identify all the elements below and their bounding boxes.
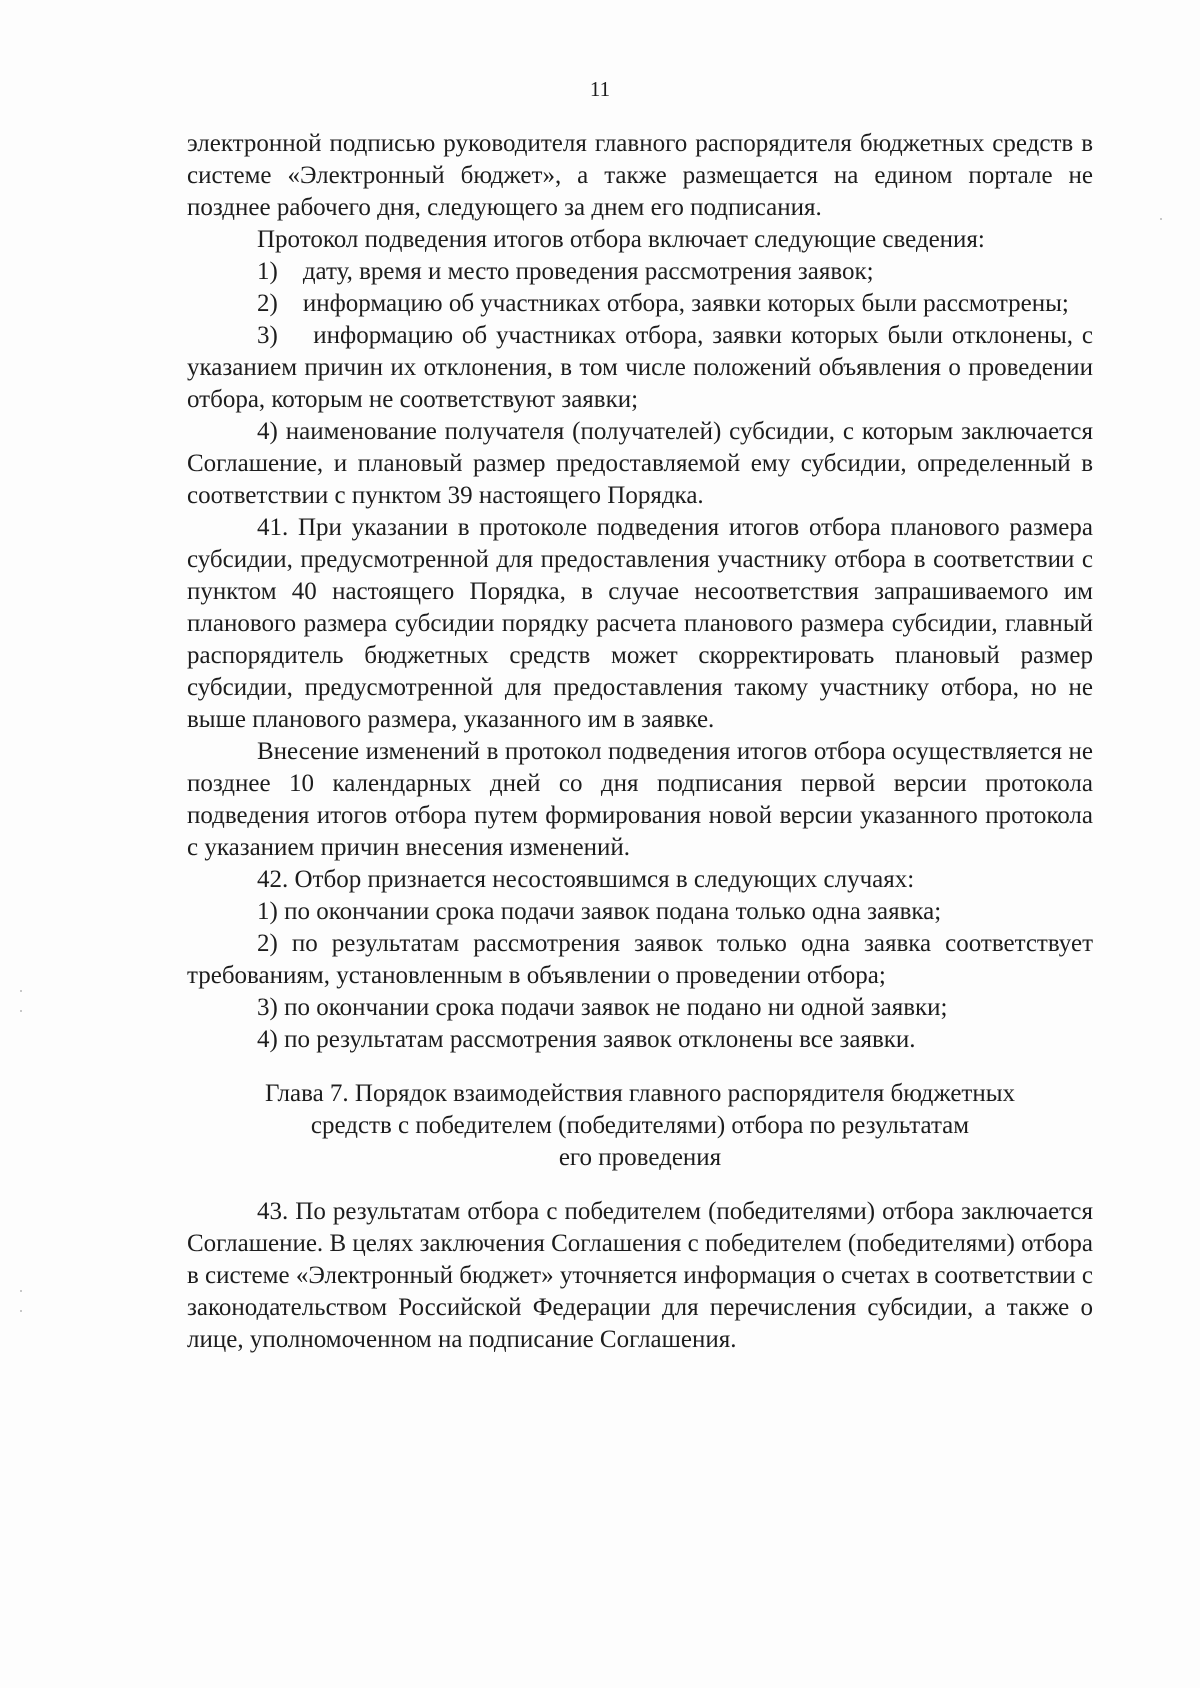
chapter-heading-line-1: Глава 7. Порядок взаимодействия главного распорядителя бюджетных [264, 1080, 1016, 1107]
paragraph-continuation: электронной подписью руководителя главного распорядителя бюджетных средств в системе «Электронный бюджет», а также размещается на едином портале не позднее рабочего дня, следующего за днем его подписания. [187, 130, 1093, 221]
paragraph-41: 41. При указании в протоколе подведения итогов отбора планового размера субсидии, предусмотренной для предоставления участнику отбора в соответствии с пунктом 40 настоящего Порядка, в случае несоответствия запрашиваемого им планового размера субсидии порядку расчета планового размера субсидии, главный распорядитель бюджетных средств может скорректировать плановый размер субсидии, предусмотренной для предоставления такому участнику отбора, но не выше планового размера, указанного им в заявке. [187, 514, 1093, 733]
chapter-heading-line-3: его проведения [558, 1144, 722, 1171]
list-item-2: 2) информацию об участниках отбора, заявки которых были рассмотрены; [257, 290, 1069, 317]
case-item-4: 4) по результатам рассмотрения заявок отклонены все заявки. [257, 1026, 916, 1053]
paragraph-amendments: Внесение изменений в протокол подведения итогов отбора осуществляется не позднее 10 календарных дней со дня подписания первой версии протокола подведения итогов отбора путем формирования новой версии указанного протокола с указанием причин внесения изменений. [187, 738, 1093, 861]
case-item-1: 1) по окончании срока подачи заявок подана только одна заявка; [257, 898, 942, 925]
scan-mark [20, 1310, 22, 1312]
scan-mark [20, 1010, 22, 1012]
case-item-3: 3) по окончании срока подачи заявок не подано ни одной заявки; [257, 994, 948, 1021]
scan-mark [1160, 218, 1162, 220]
scan-mark [20, 990, 22, 992]
paragraph-43: 43. По результатам отбора с победителем (победителями) отбора заключается Соглашение. В целях заключения Соглашения с победителем (победителями) отбора в системе «Электронный бюджет» уточняется информация о счетах в соответствии с законодательством Российской Федерации для перечисления субсидии, а также о лице, уполномоченном на подписание Соглашения. [187, 1198, 1094, 1353]
document-body [187, 128, 1100, 1356]
chapter-heading-line-2: средств с победителем (победителями) отбора по результатам [310, 1112, 970, 1139]
paragraph-42: 42. Отбор признается несостоявшимся в следующих случаях: [257, 866, 915, 893]
list-item-1: 1) дату, время и место проведения рассмотрения заявок; [257, 258, 874, 285]
chapter-heading [187, 1078, 1093, 1174]
paragraph-protocol-intro: Протокол подведения итогов отбора включает следующие сведения: [257, 226, 985, 253]
case-item-2: 2) по результатам рассмотрения заявок только одна заявка соответствует требованиям, установленным в объявлении о проведении отбора; [187, 930, 1093, 989]
list-item-3: 3) информацию об участниках отбора, заявки которых были отклонены, с указанием причин их отклонения, в том числе положений объявления о проведении отбора, которым не соответствуют заявки; [187, 322, 1100, 413]
list-item-4: 4) наименование получателя (получателей) субсидии, с которым заключается Соглашение, и плановый размер предоставляемой ему субсидии, определенный в соответствии с пунктом 39 настоящего Порядка. [187, 418, 1093, 509]
scan-mark [20, 1290, 22, 1292]
page-number: 11 [589, 77, 611, 101]
